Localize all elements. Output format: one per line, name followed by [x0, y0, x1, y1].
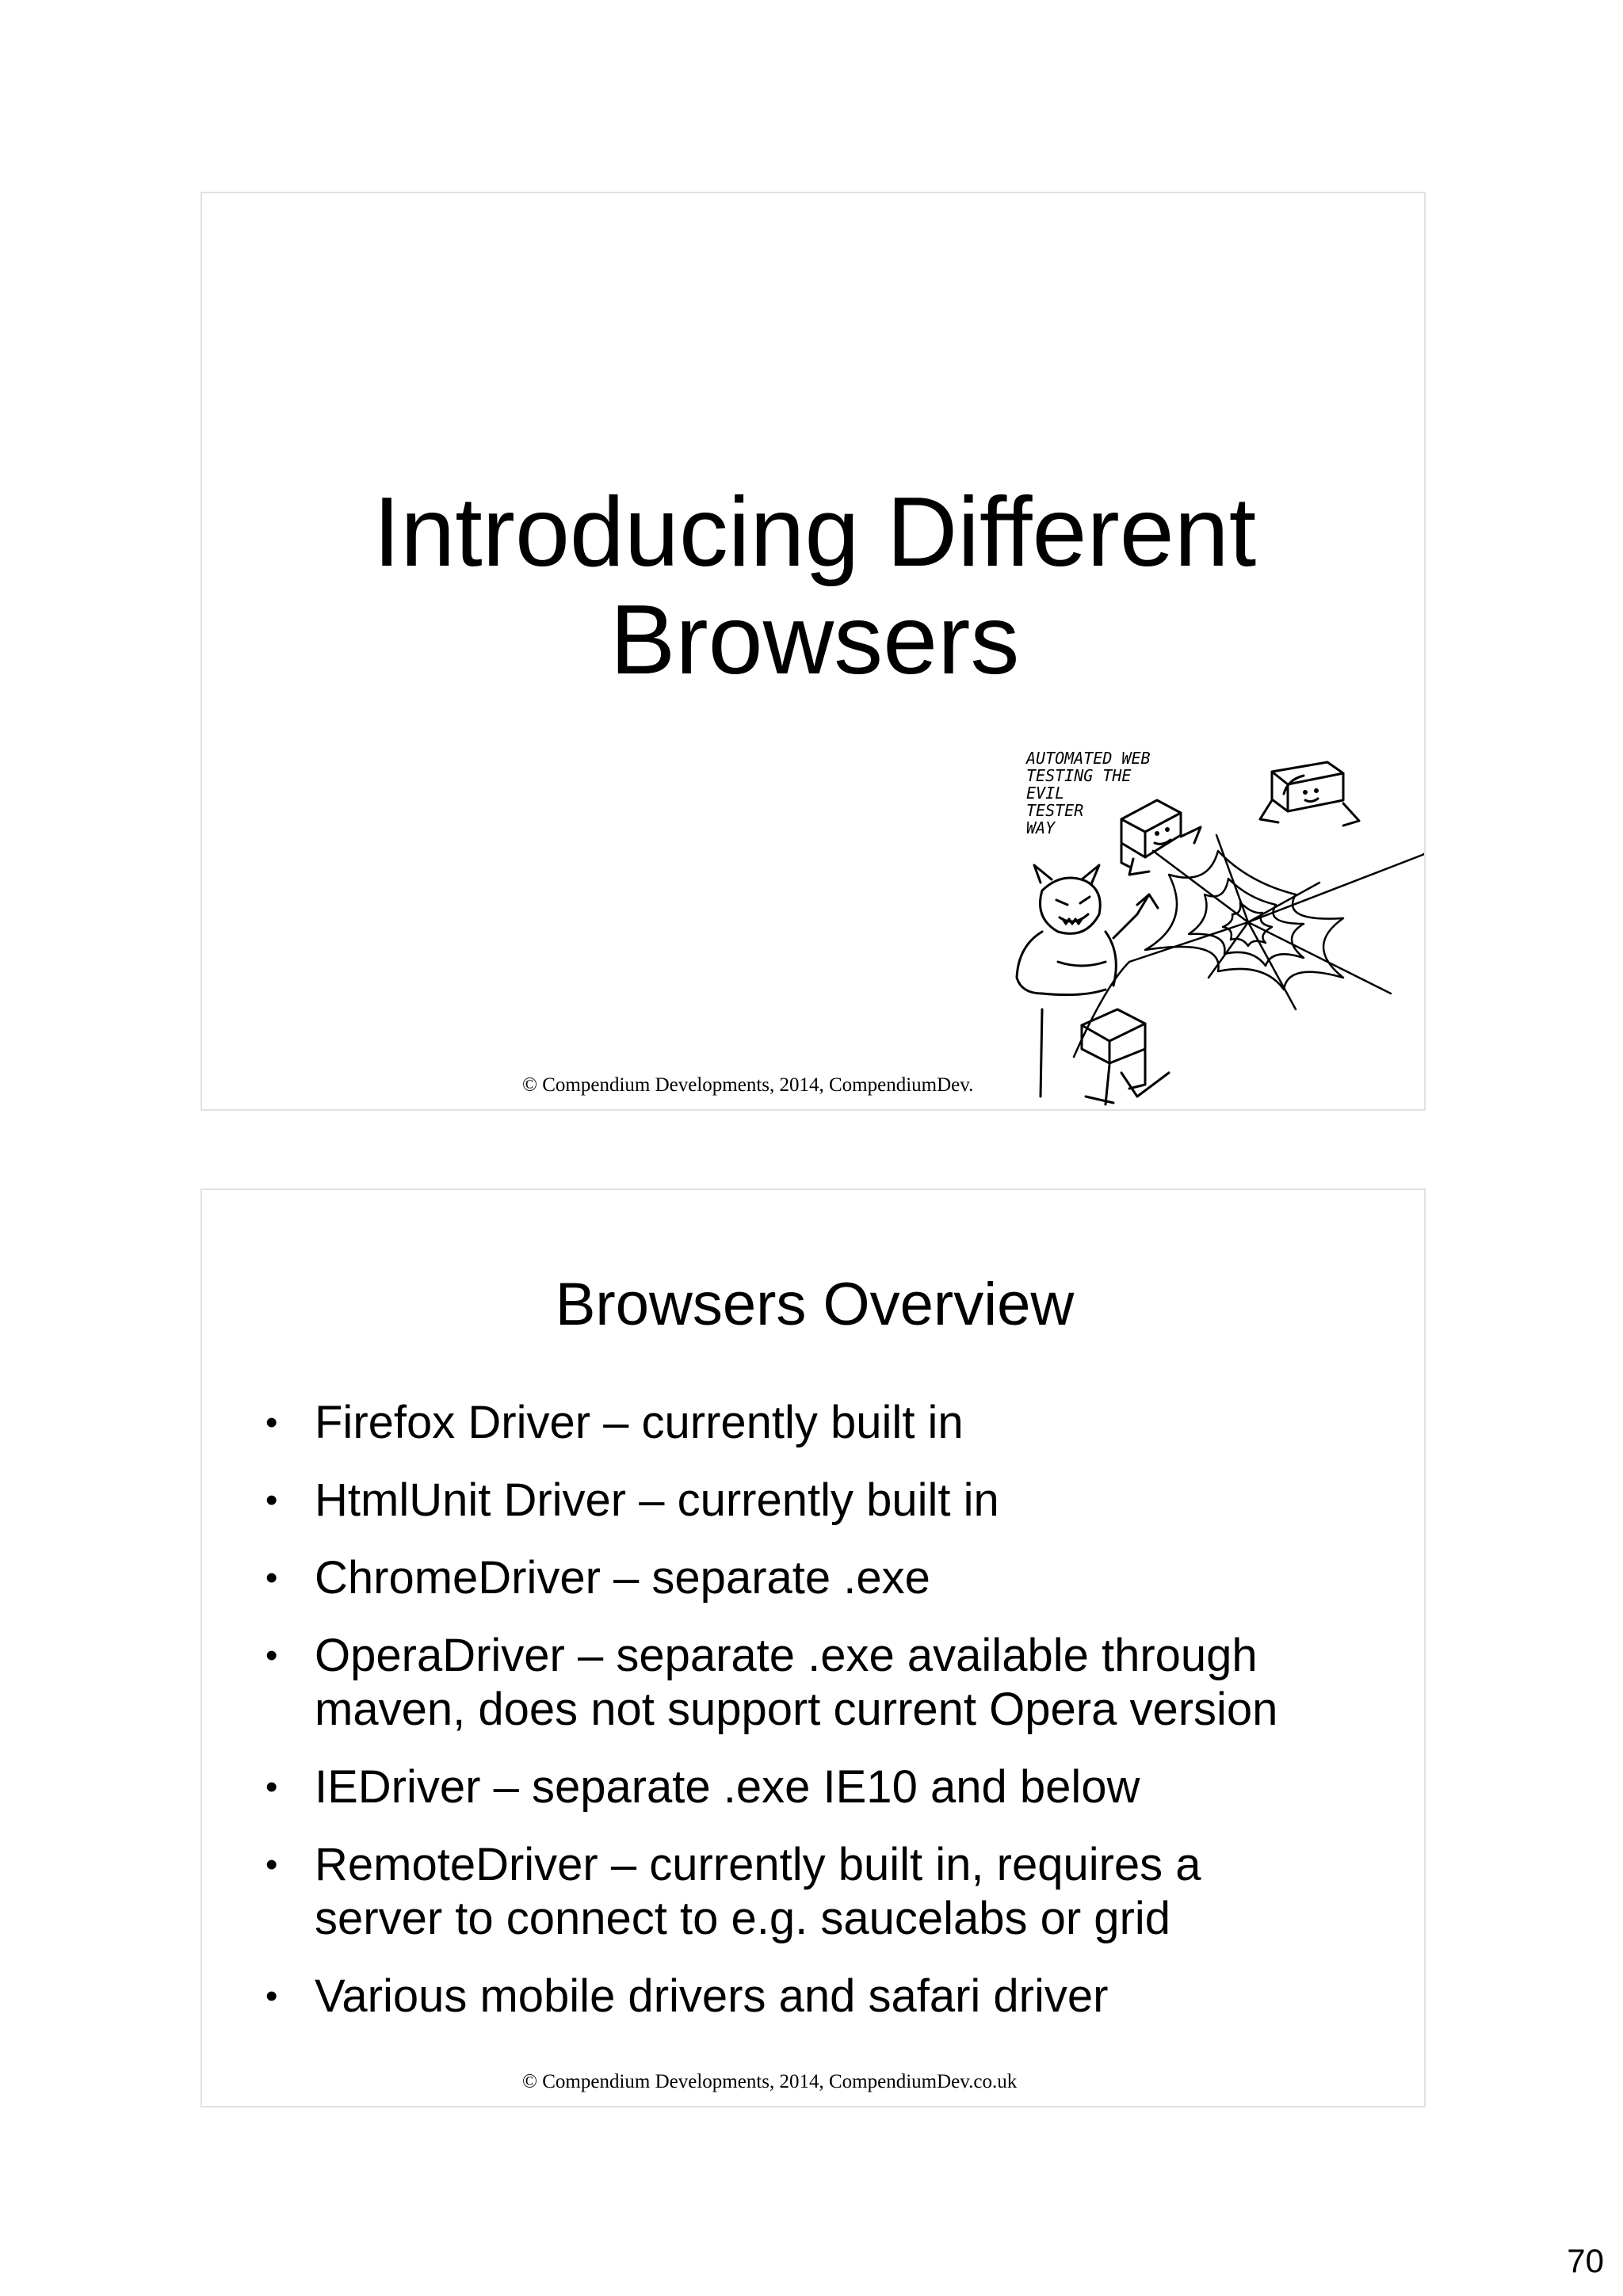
bullet-text: Firefox Driver – currently built in: [315, 1397, 964, 1448]
box-character-right-icon: [1260, 762, 1359, 826]
bullet-item: [265, 1629, 1407, 1737]
bullet-dot-icon: •: [265, 1636, 278, 1675]
bullet-dot-icon: •: [265, 1558, 278, 1597]
bullet-item: [265, 1970, 1407, 2023]
bullet-dot-icon: •: [265, 1403, 278, 1442]
bullet-item: [265, 1760, 1407, 1814]
box-character-bottom-icon: [1041, 1009, 1169, 1104]
bullet-item: [265, 1474, 1407, 1527]
bullet-text: Various mobile drivers and safari driver: [315, 1970, 1109, 2022]
bullet-text-continued: maven, does not support current Opera version: [315, 1684, 1278, 1735]
slide1-title-line2: Browsers: [609, 585, 1020, 695]
slide1-title-line1: Introducing Different: [372, 478, 1257, 587]
slide1-footer: © Compendium Developments, 2014, CompendiumDev.: [522, 1074, 974, 1096]
bullet-text-continued: server to connect to e.g. saucelabs or grid: [315, 1893, 1171, 1944]
bullet-text: IEDriver – separate .exe IE10 and below: [315, 1761, 1140, 1813]
cartoon-caption-line4: TESTER: [1026, 801, 1084, 820]
box-character-middle-icon: [1121, 800, 1201, 875]
slide1-title: [202, 479, 1426, 694]
cartoon-caption-line3: EVIL: [1026, 784, 1065, 803]
bullet-item: [265, 1396, 1407, 1450]
bullet-dot-icon: •: [265, 1481, 278, 1520]
bullet-dot-icon: •: [265, 1768, 278, 1806]
bullet-dot-icon: •: [265, 1977, 278, 2016]
bullet-dot-icon: •: [265, 1845, 278, 1884]
bullet-text: HtmlUnit Driver – currently built in: [315, 1474, 999, 1526]
evil-tester-cartoon: [1010, 724, 1426, 1111]
cartoon-caption-line2: TESTING THE: [1026, 766, 1132, 785]
bullet-text: ChromeDriver – separate .exe: [315, 1552, 930, 1604]
devil-character-icon: [1017, 865, 1158, 995]
slide-browsers-overview: [200, 1188, 1426, 2107]
spider-web-icon: [1074, 835, 1426, 1057]
browsers-bullet-list: [265, 1396, 1407, 2047]
bullet-text: RemoteDriver – currently built in, requires a: [315, 1839, 1201, 1890]
page-number: 70: [1567, 2242, 1604, 2279]
slide2-footer: © Compendium Developments, 2014, CompendiumDev.co.uk: [522, 2071, 1018, 2092]
bullet-text: OperaDriver – separate .exe available through: [315, 1630, 1258, 1681]
slide-introducing-browsers: [200, 192, 1426, 1111]
bullet-item: [265, 1551, 1407, 1605]
bullet-item: [265, 1838, 1407, 1946]
cartoon-caption-line5: WAY: [1026, 818, 1056, 837]
cartoon-caption-line1: AUTOMATED WEB: [1026, 749, 1151, 768]
slide2-title: Browsers Overview: [555, 1271, 1075, 1338]
